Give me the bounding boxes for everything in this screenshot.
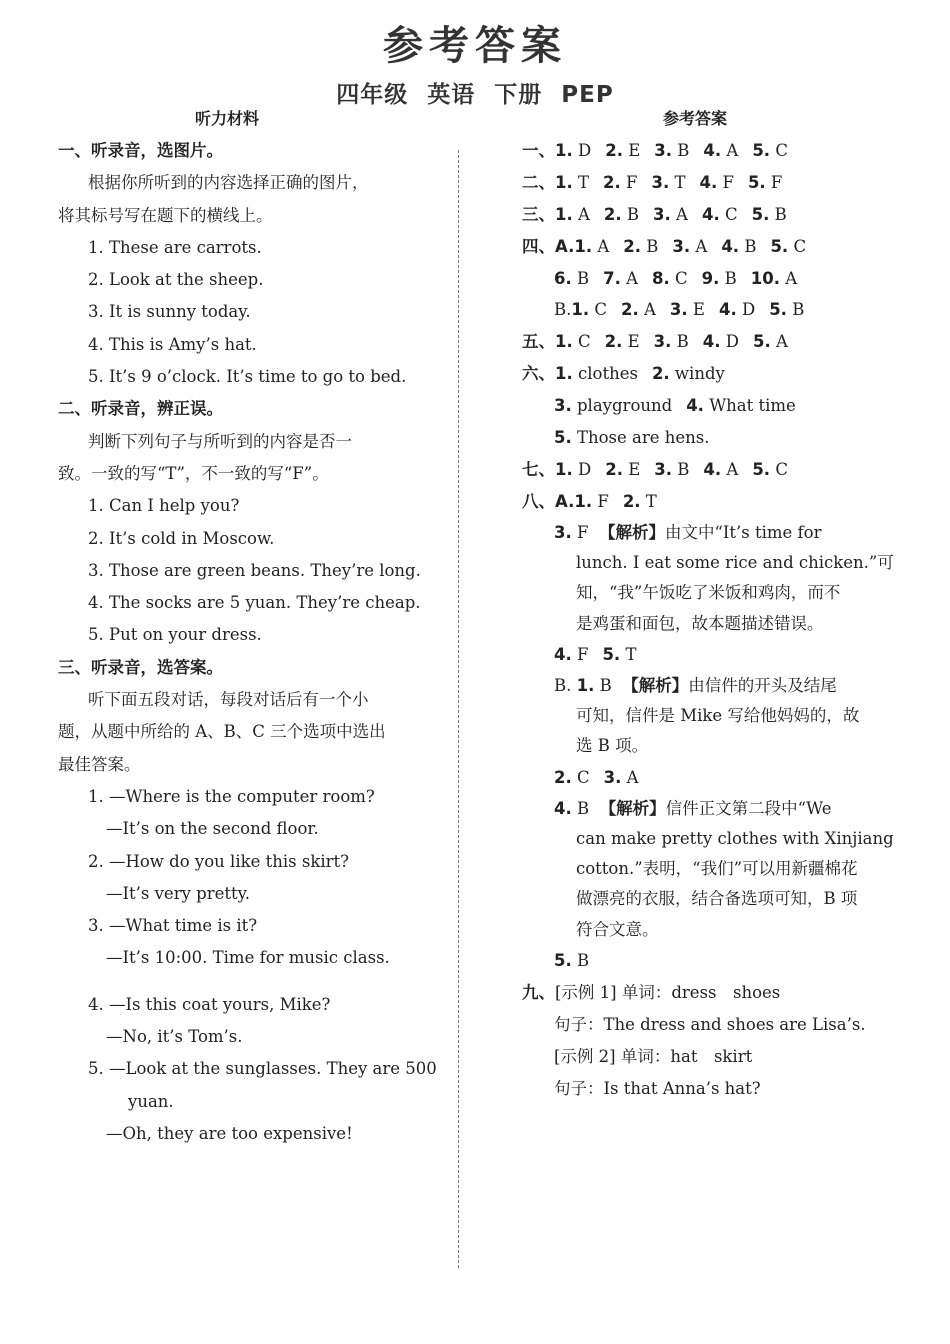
explanation-text: 选 B 项。 bbox=[576, 736, 649, 756]
example-text: [示例 1] 单词：dress shoes bbox=[555, 982, 781, 1002]
column-divider bbox=[458, 150, 459, 1268]
answer-value: E bbox=[622, 332, 640, 352]
list-item: 4. The socks are 5 yuan. They’re cheap. bbox=[88, 593, 421, 613]
answer-item bbox=[654, 460, 689, 479]
instruction: 题，从题中所给的 A、B、C 三个选项中选出 bbox=[58, 722, 386, 742]
answer-item bbox=[555, 364, 638, 383]
answer-item bbox=[699, 173, 733, 192]
answer-number: 4. bbox=[702, 332, 721, 352]
listening-column bbox=[58, 135, 437, 1150]
answer-item bbox=[769, 300, 804, 319]
answer-item bbox=[751, 269, 797, 288]
example-text: [示例 2] 单词：hat skirt bbox=[554, 1046, 753, 1066]
answer-value: D bbox=[572, 141, 592, 160]
instruction: 根据你所听到的内容选择正确的图片， bbox=[88, 173, 369, 193]
list-item: 1. These are carrots. bbox=[88, 237, 262, 257]
explanation-text: 是鸡蛋和面包，故本题描述错误。 bbox=[576, 613, 824, 633]
answer-value: T bbox=[572, 172, 590, 192]
answer-item bbox=[605, 332, 640, 351]
answer-value: C bbox=[770, 459, 788, 479]
answer-value: A bbox=[780, 268, 798, 288]
answer-value: A bbox=[572, 204, 590, 224]
example-sentence: 句子：The dress and shoes are Lisa’s. bbox=[554, 1014, 866, 1034]
listening-heading: 听力材料 bbox=[195, 109, 260, 128]
answer-number: 4. bbox=[718, 300, 737, 320]
answer-value: F bbox=[592, 491, 609, 511]
answer-row bbox=[522, 422, 887, 454]
answer-number: 1. bbox=[555, 459, 573, 479]
answer-number: 3. bbox=[603, 767, 622, 787]
section-title: 二、听录音，辨正误。 bbox=[58, 399, 223, 419]
explanation-block bbox=[522, 518, 894, 639]
answer-label: 二、 bbox=[522, 172, 555, 192]
answer-item bbox=[721, 237, 756, 256]
answer-item bbox=[555, 173, 589, 192]
answer-list bbox=[574, 492, 656, 511]
answer-number: 4. bbox=[686, 396, 704, 416]
answer-number: 5. bbox=[554, 951, 572, 971]
answer-number: 5. bbox=[752, 141, 771, 160]
answer-number: 2. bbox=[605, 459, 623, 479]
answer-row bbox=[522, 390, 887, 422]
answer-number: 2. bbox=[623, 236, 642, 256]
explanation-text: cotton.”表明，“我们”可以用新疆棉花 bbox=[576, 859, 858, 879]
answer-list bbox=[554, 269, 797, 288]
answer-number: 1. bbox=[555, 141, 573, 160]
answer-item bbox=[555, 141, 591, 160]
answer-number: 3. bbox=[653, 204, 671, 224]
answer-value: C bbox=[572, 332, 591, 352]
answer-item bbox=[605, 141, 640, 160]
answer-number: 1. bbox=[555, 172, 573, 192]
analysis-tag: 【解析】 bbox=[622, 675, 689, 695]
answer-item bbox=[555, 460, 591, 479]
answer-row bbox=[522, 231, 887, 263]
answer-number: 3. bbox=[554, 522, 572, 542]
answer-row bbox=[522, 358, 887, 390]
answer-number: 2. bbox=[604, 332, 623, 352]
answer-value: F bbox=[620, 172, 638, 192]
answer-value: C bbox=[571, 767, 590, 787]
answer-value: playground bbox=[571, 396, 673, 416]
answer-number: 2. bbox=[622, 491, 641, 511]
explanation-text: 由文中“It’s time for bbox=[664, 522, 822, 542]
answer-number: 5. bbox=[752, 459, 771, 479]
answer-item bbox=[605, 460, 640, 479]
answer-number: 1. bbox=[555, 204, 573, 224]
answer-number: 1. bbox=[571, 300, 590, 320]
answer-item bbox=[574, 492, 608, 511]
list-item: 4. This is Amy’s hat. bbox=[88, 334, 257, 354]
page-title: 参考答案 bbox=[383, 23, 567, 69]
answer-number: 6. bbox=[554, 268, 572, 288]
answer-value: D bbox=[736, 300, 756, 320]
answer-label: 八、A. bbox=[522, 491, 575, 511]
dialogue-line: 5. —Look at the sunglasses. They are 500 bbox=[88, 1059, 437, 1079]
answer-number: 1. bbox=[574, 491, 593, 511]
answer-value: A bbox=[638, 300, 656, 320]
answer-value: B bbox=[719, 268, 737, 288]
answer-row bbox=[522, 762, 887, 794]
list-item: 2. It’s cold in Moscow. bbox=[88, 528, 275, 548]
answer-item bbox=[621, 300, 656, 319]
answer-item bbox=[574, 237, 609, 256]
answer-list bbox=[574, 237, 806, 256]
answer-number: 4. bbox=[703, 459, 722, 479]
answer-label: 九、 bbox=[522, 982, 555, 1002]
answer-value: F bbox=[571, 644, 589, 664]
answer-number: 5. bbox=[769, 300, 787, 320]
instruction: 将其标号写在题下的横线上。 bbox=[58, 205, 273, 225]
answer-item bbox=[571, 300, 607, 319]
answer-label: 五、 bbox=[522, 332, 555, 352]
answer-number: 7. bbox=[603, 268, 621, 288]
answer-item bbox=[654, 332, 689, 351]
answer-number: 3. bbox=[669, 300, 688, 320]
answer-value: Those are hens. bbox=[571, 428, 710, 448]
explanation-text: 由信件的开头及结尾 bbox=[688, 675, 837, 695]
explanation-text: 知，“我”午饭吃了米饭和鸡肉，而不 bbox=[576, 583, 841, 603]
answer-value: D bbox=[720, 332, 740, 352]
answer-item bbox=[652, 269, 688, 288]
answer-value: E bbox=[622, 141, 641, 160]
answer-value: T bbox=[620, 644, 637, 664]
list-item: 5. It’s 9 o’clock. It’s time to go to bed. bbox=[88, 367, 407, 387]
answer-list bbox=[555, 141, 788, 160]
explanation-text: 信件正文第二段中“We bbox=[665, 798, 832, 818]
answer-number: 8. bbox=[652, 268, 670, 288]
answer-value: E bbox=[622, 459, 641, 479]
answer-value: T bbox=[669, 172, 686, 192]
answer-item bbox=[719, 300, 755, 319]
answer-item bbox=[603, 269, 638, 288]
answer-item bbox=[554, 428, 710, 447]
answer-list bbox=[555, 205, 787, 224]
answer-value: A bbox=[620, 268, 639, 288]
answer-row bbox=[522, 486, 887, 518]
dialogue-line: —It’s on the second floor. bbox=[106, 819, 319, 839]
answer-value: What time bbox=[703, 396, 796, 416]
answer-item bbox=[748, 173, 782, 192]
answer-item bbox=[554, 645, 588, 664]
answer-item bbox=[672, 237, 707, 256]
instruction: 致。一致的写“T”，不一致的写“F”。 bbox=[58, 463, 329, 483]
answer-number: 5. bbox=[770, 236, 789, 256]
answer-value: A bbox=[721, 459, 739, 479]
answer-item bbox=[651, 173, 685, 192]
answer-number: 4. bbox=[699, 172, 718, 192]
answer-item bbox=[554, 269, 589, 288]
answer-list bbox=[555, 460, 788, 479]
answer-label: B. bbox=[554, 675, 572, 695]
answer-item bbox=[554, 768, 590, 787]
instruction: 判断下列句子与所听到的内容是否一 bbox=[88, 431, 352, 451]
answer-number: 3. bbox=[672, 236, 691, 256]
answer-value: C bbox=[589, 300, 607, 320]
answer-item bbox=[702, 205, 738, 224]
section-title: 三、听录音，选答案。 bbox=[58, 657, 223, 677]
answer-list bbox=[554, 428, 710, 447]
answer-value: A bbox=[592, 236, 610, 256]
list-item: 2. Look at the sheep. bbox=[88, 270, 264, 290]
answer-item bbox=[686, 396, 796, 415]
answer-value: B bbox=[621, 204, 640, 224]
answer-row bbox=[522, 454, 887, 486]
example-sentence: 句子：Is that Anna’s hat? bbox=[554, 1078, 761, 1098]
answer-label: 一、 bbox=[522, 141, 555, 160]
list-item: 3. Those are green beans. They’re long. bbox=[88, 560, 421, 580]
answer-item bbox=[555, 205, 590, 224]
answer-label: 六、 bbox=[522, 364, 555, 384]
answer-value: B bbox=[786, 300, 805, 320]
answer-value: A bbox=[690, 236, 708, 256]
answer-value: B bbox=[577, 798, 590, 818]
answer-list bbox=[554, 396, 796, 415]
answer-value: A bbox=[621, 767, 639, 787]
instruction: 听下面五段对话，每段对话后有一个小 bbox=[88, 690, 369, 710]
answer-item bbox=[670, 300, 705, 319]
answer-value: windy bbox=[669, 364, 725, 384]
answer-number: 5. bbox=[747, 172, 766, 192]
answer-number: 1. bbox=[576, 675, 595, 695]
answer-list bbox=[555, 364, 725, 383]
dialogue-line: —It’s 10:00. Time for music class. bbox=[106, 948, 390, 968]
answer-number: 2. bbox=[603, 204, 622, 224]
section-title: 一、听录音，选图片。 bbox=[58, 141, 223, 160]
answer-item bbox=[623, 237, 658, 256]
answer-item bbox=[752, 205, 787, 224]
answer-value: C bbox=[719, 204, 738, 224]
answer-item bbox=[752, 460, 788, 479]
page-subtitle: 四年级 英语 下册 PEP bbox=[336, 82, 614, 108]
answer-item bbox=[623, 492, 657, 511]
answer-number: 3. bbox=[654, 459, 673, 479]
answer-item bbox=[604, 768, 639, 787]
answer-row bbox=[522, 294, 887, 326]
answer-list bbox=[555, 332, 788, 351]
answer-number: 5. bbox=[602, 644, 621, 664]
answer-value: E bbox=[687, 300, 705, 320]
answer-list bbox=[555, 173, 782, 192]
answer-row bbox=[522, 263, 887, 295]
answer-item bbox=[703, 460, 738, 479]
answer-number: 5. bbox=[554, 428, 572, 448]
explanation-block bbox=[522, 671, 887, 762]
answer-item bbox=[752, 141, 788, 160]
answer-value: B bbox=[599, 675, 612, 695]
answer-row bbox=[522, 167, 887, 199]
answer-value: C bbox=[669, 268, 688, 288]
answer-value: C bbox=[770, 141, 788, 160]
answer-value: F bbox=[577, 522, 589, 542]
answer-item bbox=[654, 141, 689, 160]
answers-column bbox=[522, 135, 894, 1104]
answer-number: 4. bbox=[721, 236, 740, 256]
dialogue-line: yuan. bbox=[128, 1091, 174, 1111]
answer-value: B bbox=[577, 951, 590, 971]
dialogue-line: 3. —What time is it? bbox=[88, 916, 258, 936]
answer-value: C bbox=[788, 236, 807, 256]
answer-value: B bbox=[571, 268, 590, 288]
explanation-text: can make pretty clothes with Xinjiang bbox=[576, 828, 894, 848]
analysis-tag: 【解析】 bbox=[598, 522, 665, 542]
analysis-tag: 【解析】 bbox=[599, 798, 666, 818]
answer-list bbox=[571, 300, 804, 319]
answer-item bbox=[555, 332, 591, 351]
answer-number: 2. bbox=[554, 767, 572, 787]
answer-row bbox=[522, 135, 887, 167]
list-item: 3. It is sunny today. bbox=[88, 302, 251, 322]
answer-item bbox=[652, 364, 725, 383]
answer-label: B. bbox=[554, 300, 572, 320]
answer-item bbox=[603, 173, 637, 192]
answer-value: D bbox=[572, 459, 592, 479]
answer-row bbox=[522, 326, 887, 358]
answer-row bbox=[522, 199, 887, 231]
answer-number: 1. bbox=[574, 236, 593, 256]
answer-label: 四、A. bbox=[522, 236, 575, 256]
answer-number: 3. bbox=[651, 172, 670, 192]
answer-value: A bbox=[770, 332, 788, 352]
answer-number: 1. bbox=[555, 332, 573, 352]
answer-number: 2. bbox=[651, 364, 670, 384]
answer-item bbox=[753, 332, 788, 351]
dialogue-line: —It’s very pretty. bbox=[106, 883, 250, 903]
answer-value: A bbox=[670, 204, 688, 224]
answer-label: 三、 bbox=[522, 204, 555, 224]
answer-number: 5. bbox=[753, 332, 771, 352]
answer-value: T bbox=[640, 491, 657, 511]
answer-number: 10. bbox=[750, 268, 781, 288]
answer-value: B bbox=[672, 459, 690, 479]
answer-number: 2. bbox=[603, 172, 621, 192]
answer-list bbox=[554, 645, 636, 664]
list-item: 1. Can I help you? bbox=[88, 496, 240, 516]
answer-number: 5. bbox=[751, 204, 770, 224]
answer-value: clothes bbox=[572, 364, 638, 384]
answer-item bbox=[554, 396, 672, 415]
answer-number: 9. bbox=[701, 268, 720, 288]
answer-item bbox=[653, 205, 688, 224]
answer-item bbox=[604, 205, 639, 224]
answer-number: 3. bbox=[554, 396, 572, 416]
answer-value: F bbox=[717, 172, 734, 192]
answer-row bbox=[522, 945, 887, 977]
dialogue-line: 1. —Where is the computer room? bbox=[88, 786, 375, 806]
answer-item bbox=[703, 141, 738, 160]
dialogue-line: —No, it’s Tom’s. bbox=[106, 1027, 243, 1047]
answer-row bbox=[522, 977, 887, 1009]
explanation-block bbox=[522, 794, 894, 945]
answer-number: 3. bbox=[653, 332, 672, 352]
explanation-text: lunch. I eat some rice and chicken.”可 bbox=[576, 552, 894, 572]
answer-number: 2. bbox=[621, 300, 639, 320]
answer-list bbox=[554, 768, 639, 787]
answer-value: B bbox=[672, 141, 690, 160]
answer-number: 3. bbox=[654, 141, 673, 160]
explanation-text: 符合文意。 bbox=[576, 919, 659, 939]
answer-item bbox=[770, 237, 806, 256]
answer-label: 七、 bbox=[522, 459, 555, 479]
answer-number: 4. bbox=[554, 798, 572, 818]
answer-number: 1. bbox=[555, 364, 573, 384]
answer-item bbox=[602, 645, 636, 664]
answer-value: B bbox=[739, 236, 757, 256]
answer-number: 4. bbox=[703, 141, 722, 160]
instruction: 最佳答案。 bbox=[58, 754, 141, 774]
answer-item bbox=[702, 269, 737, 288]
dialogue-line: 4. —Is this coat yours, Mike? bbox=[88, 994, 331, 1014]
explanation-text: 可知，信件是 Mike 写给他妈妈的，故 bbox=[576, 706, 860, 726]
answer-number: 4. bbox=[554, 644, 572, 664]
dialogue-line: —Oh, they are too expensive! bbox=[106, 1123, 353, 1143]
answer-value: B bbox=[641, 236, 659, 256]
answers-heading: 参考答案 bbox=[663, 109, 728, 128]
answer-number: 4. bbox=[701, 204, 720, 224]
explanation-text: 做漂亮的衣服，结合备选项可知，B 项 bbox=[576, 889, 858, 909]
dialogue-line: 2. —How do you like this skirt? bbox=[88, 851, 349, 871]
answer-value: B bbox=[769, 204, 787, 224]
answer-value: F bbox=[765, 172, 783, 192]
answer-row bbox=[522, 639, 887, 671]
answer-item bbox=[703, 332, 739, 351]
list-item: 5. Put on your dress. bbox=[88, 625, 262, 645]
answer-value: A bbox=[721, 141, 739, 160]
answer-value: B bbox=[671, 332, 689, 352]
answer-number: 2. bbox=[605, 141, 623, 160]
